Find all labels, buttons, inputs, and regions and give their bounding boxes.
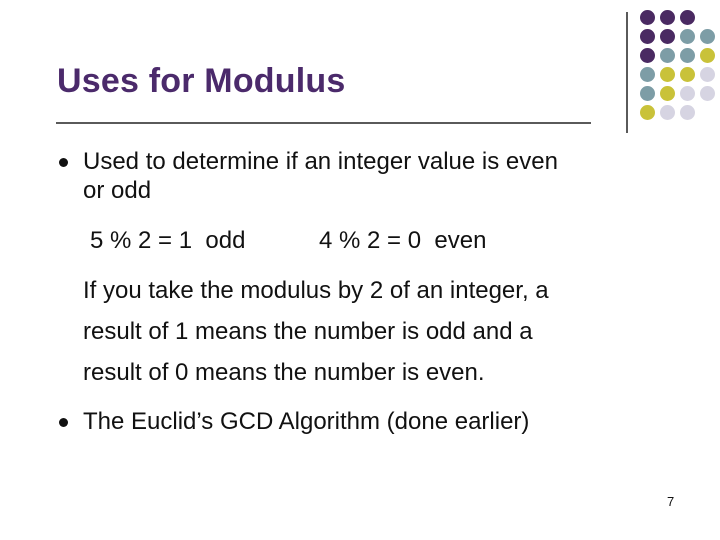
title-underline bbox=[56, 122, 591, 124]
decor-dot bbox=[680, 10, 695, 25]
page-number: 7 bbox=[667, 494, 675, 509]
decor-dot bbox=[660, 48, 675, 63]
bullet-1-line-2: or odd bbox=[83, 177, 152, 204]
decor-dot bbox=[680, 48, 695, 63]
decor-dot bbox=[640, 105, 655, 120]
decor-dot bbox=[660, 86, 675, 101]
decor-dot bbox=[660, 10, 675, 25]
decor-dot bbox=[640, 10, 655, 25]
decor-dot bbox=[640, 29, 655, 44]
vertical-divider bbox=[626, 12, 628, 133]
explanation-line-1: If you take the modulus by 2 of an integer, a bbox=[83, 277, 549, 304]
decor-dot bbox=[660, 105, 675, 120]
slide-title: Uses for Modulus bbox=[57, 62, 346, 100]
bullet-marker bbox=[59, 158, 68, 167]
explanation-line-3: result of 0 means the number is even. bbox=[83, 359, 485, 386]
decor-dot bbox=[700, 48, 715, 63]
decor-dot bbox=[680, 67, 695, 82]
decor-dot bbox=[700, 29, 715, 44]
example-odd: 5 % 2 = 1 odd bbox=[90, 227, 246, 254]
bullet-marker bbox=[59, 418, 68, 427]
decor-dot bbox=[680, 105, 695, 120]
decor-dot bbox=[700, 86, 715, 101]
decor-dot bbox=[700, 67, 715, 82]
bullet-2-line-1: The Euclid’s GCD Algorithm (done earlier) bbox=[83, 408, 530, 435]
bullet-1-line-1: Used to determine if an integer value is even bbox=[83, 148, 558, 175]
decor-dot bbox=[640, 67, 655, 82]
decor-dot bbox=[640, 86, 655, 101]
decor-dot bbox=[680, 29, 695, 44]
decor-dot bbox=[680, 86, 695, 101]
decor-dot bbox=[660, 29, 675, 44]
decor-dot bbox=[660, 67, 675, 82]
explanation-line-2: result of 1 means the number is odd and a bbox=[83, 318, 533, 345]
example-even: 4 % 2 = 0 even bbox=[319, 227, 487, 254]
decor-dot bbox=[640, 48, 655, 63]
